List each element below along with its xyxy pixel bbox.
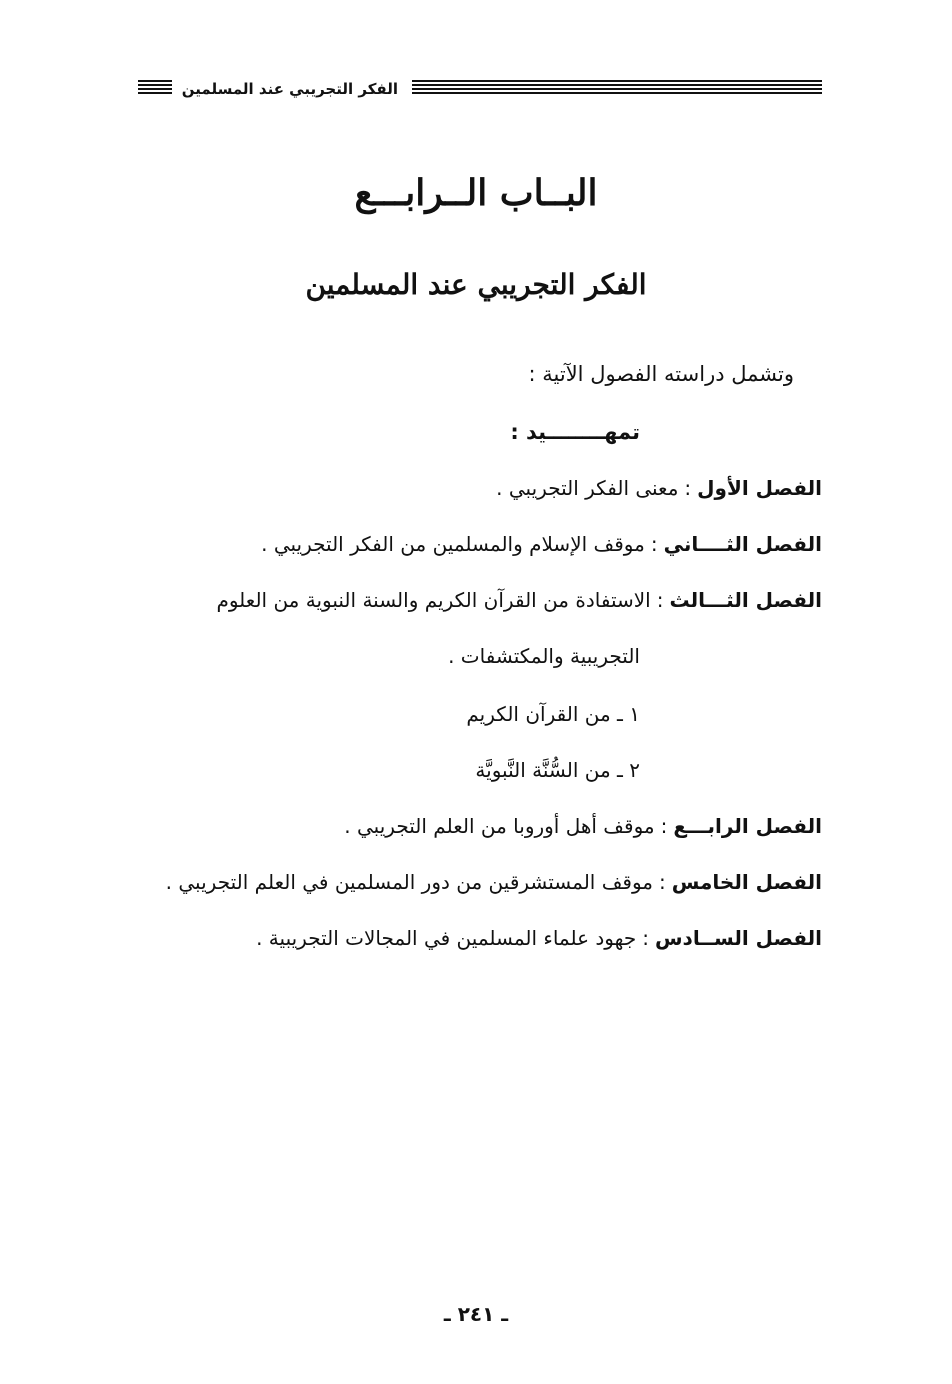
chapter-row-6 (256, 926, 822, 950)
chapter-3-item-1: ١ ـ من القرآن الكريم (466, 702, 640, 726)
chapter-label: الفصل الأول (697, 476, 822, 500)
chapter-row-2 (261, 532, 822, 556)
part-title: البــاب الــرابـــع (354, 172, 598, 214)
chapter-label: الفصل الثــــاني (663, 532, 822, 556)
header-rule-right (412, 80, 822, 96)
chapter-colon: : (684, 476, 692, 500)
chapter-label: الفصل الخامس (671, 870, 822, 894)
chapter-text: موقف أهل أوروبا من العلم التجريبي . (344, 814, 655, 838)
header-rule-left (138, 80, 172, 96)
chapter-colon: : (650, 532, 658, 556)
chapter-row-4 (344, 814, 822, 838)
chapter-label: الفصل الرابـــع (673, 814, 822, 838)
chapter-text: الاستفادة من القرآن الكريم والسنة النبوية من العلوم (216, 588, 651, 612)
subject-title: الفكر التجريبي عند المسلمين (305, 268, 647, 301)
chapter-colon: : (656, 588, 664, 612)
chapter-label: الفصل الثـــالث (669, 588, 822, 612)
prelude-heading: تمهــــــــيد : (510, 420, 640, 444)
chapter-label: الفصل الســادس (654, 926, 822, 950)
chapter-row-1 (496, 476, 822, 500)
chapter-row-5 (166, 870, 822, 894)
chapter-row-3 (216, 588, 822, 612)
chapter-text: موقف المستشرقين من دور المسلمين في العلم التجريبي . (165, 870, 654, 894)
running-header-title: الفكر التجريبي عند المسلمين (181, 80, 398, 98)
running-header (138, 76, 822, 102)
chapter-3-item-2: ٢ ـ من السُّنَّة النَّبويَّة (475, 758, 640, 782)
intro-text: وتشمل دراسته الفصول الآتية : (528, 362, 794, 386)
chapter-colon: : (659, 870, 666, 894)
chapter-text: معنى الفكر التجريبي . (496, 476, 679, 500)
chapter-text: موقف الإسلام والمسلمين من الفكر التجريبي . (261, 532, 645, 556)
chapter-3-continuation: التجريبية والمكتشفات . (448, 644, 640, 668)
chapter-text: جهود علماء المسلمين في المجالات التجريبية . (256, 926, 637, 950)
chapter-colon: : (660, 814, 668, 838)
chapter-colon: : (642, 926, 649, 950)
page-number: ـ ٢٤١ ـ (443, 1302, 509, 1326)
